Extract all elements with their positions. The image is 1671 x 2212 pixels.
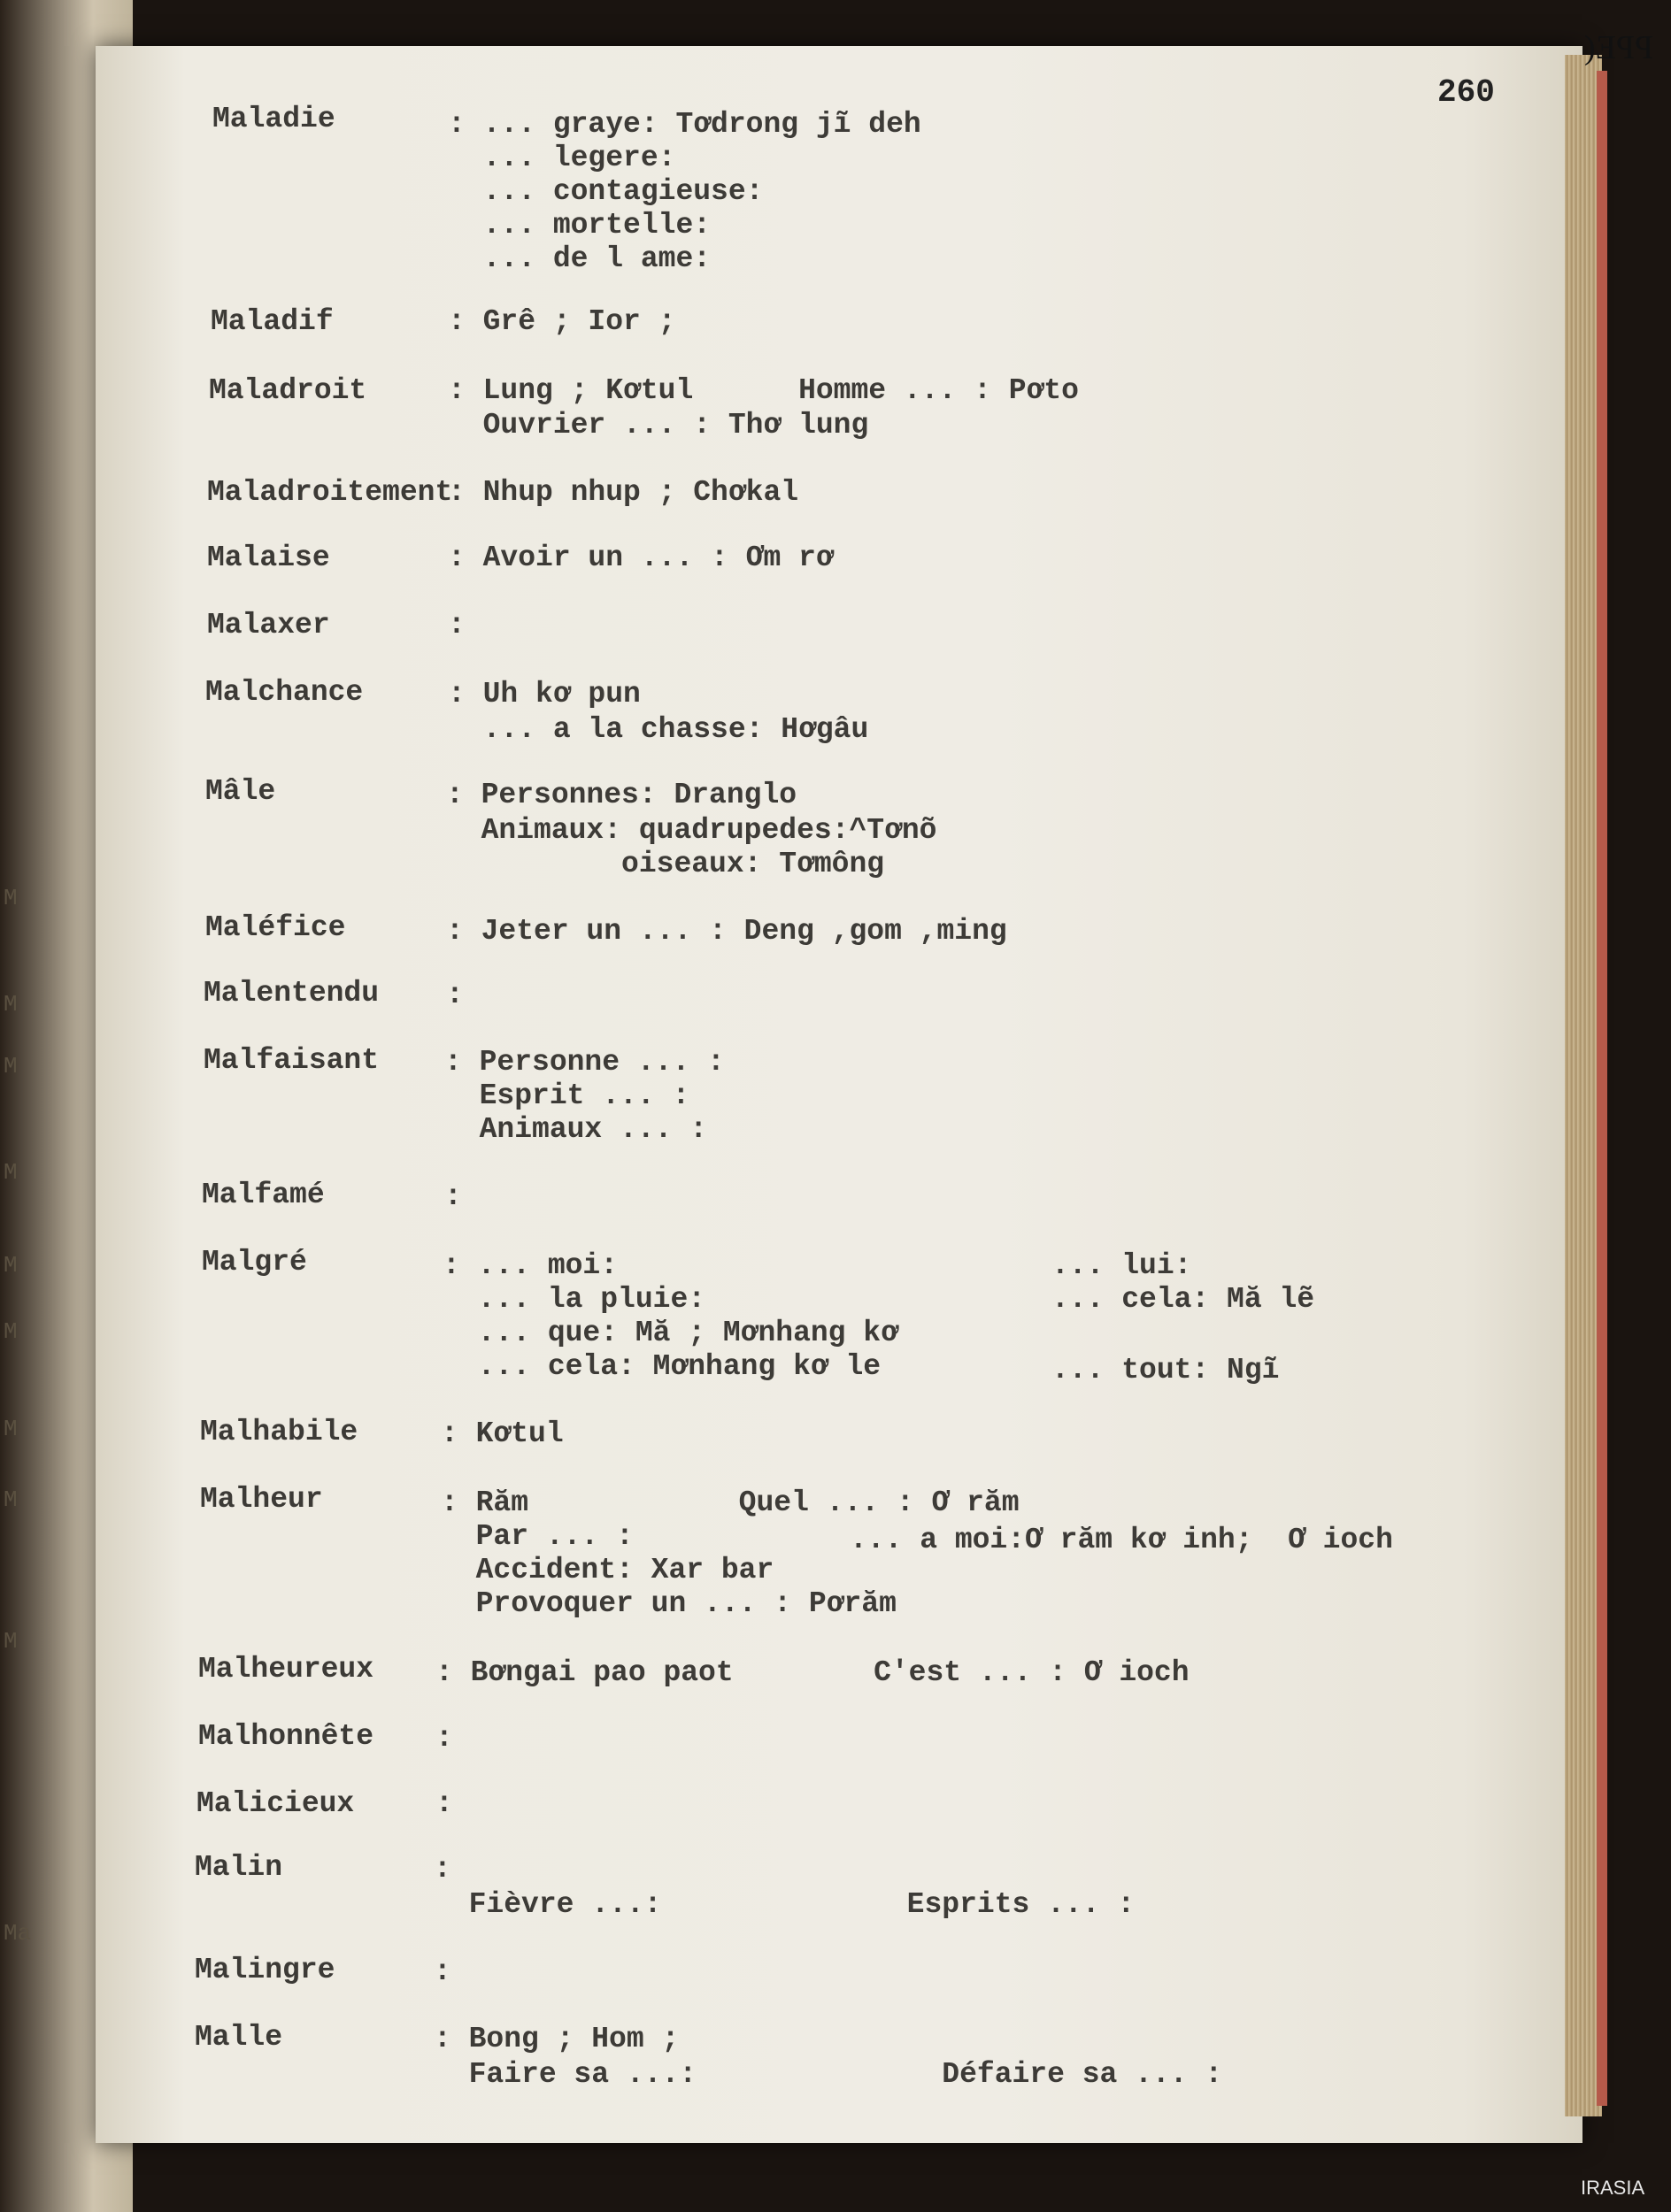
- entry-line: : Bong ; Hom ;: [434, 2023, 680, 2055]
- entry-line: Animaux ... :: [444, 1113, 708, 1146]
- entry-line: : Personnes: Dranglo: [446, 779, 797, 811]
- right-column-line: ... cela: Mă lẽ: [1051, 1283, 1315, 1316]
- watermark: IRASIA: [1581, 2177, 1645, 2199]
- entry-line: ... contagieuse:: [448, 175, 764, 208]
- entry-line: : Avoir un ... : Ơm rơ: [448, 541, 834, 574]
- entry-line: Accident: Xar bar: [441, 1554, 774, 1586]
- entry-line: ... cela: Mơnhang kơ le: [443, 1350, 882, 1383]
- entry-line: : Lung ; Kơtul Homme ... : Pơto: [448, 374, 1079, 407]
- entry-term-male: Mâle: [205, 775, 276, 808]
- entry-line: ... de l ame:: [448, 242, 712, 275]
- entry-line: oiseaux: Tơmông: [446, 848, 885, 880]
- entry-term-maladie: Maladie: [212, 103, 335, 135]
- left-margin-mark: M: [4, 1053, 18, 1079]
- left-margin-mark: M: [4, 1159, 18, 1186]
- entry-line: : Răm Quel ... : Ơ răm: [441, 1486, 1020, 1519]
- entry-term-maladif: Maladif: [211, 305, 334, 338]
- entry-term-malgre: Malgré: [202, 1246, 307, 1279]
- left-margin-mark: M: [4, 885, 18, 911]
- left-margin-marks: [0, 0, 32, 2212]
- entry-line: : Jeter un ... : Deng ,gom ,ming: [446, 915, 1007, 948]
- entry-line: :: [444, 1180, 462, 1213]
- entry-term-malheureux: Malheureux: [198, 1653, 374, 1686]
- entry-term-maladroitement: Maladroitement: [207, 476, 453, 509]
- book-page: [96, 46, 1582, 2143]
- entry-term-malicieux: Malicieux: [196, 1787, 355, 1820]
- left-margin-mark: M: [4, 1628, 18, 1655]
- entry-term-malheur: Malheur: [200, 1483, 323, 1516]
- entry-term-malentendu: Malentendu: [204, 977, 380, 1010]
- entry-line: : Kơtul: [441, 1417, 564, 1450]
- entry-line: ... legere:: [448, 142, 676, 174]
- entry-line: : Personne ... :: [444, 1046, 725, 1079]
- entry-line: : ... graye: Tơdrong jĩ deh: [448, 108, 921, 141]
- entry-line: Par ... :: [441, 1520, 634, 1553]
- entry-line: :: [435, 1787, 453, 1820]
- entry-line: : Bơngai pao paot C'est ... : Ơ ioch: [435, 1656, 1190, 1689]
- left-margin-mark: M: [4, 1416, 18, 1442]
- entry-term-malhonnete: Malhonnête: [198, 1720, 374, 1753]
- entry-term-malin: Malin: [195, 1851, 283, 1884]
- entry-line: ... que: Mă ; Mơnhang kơ: [443, 1317, 898, 1349]
- entry-line: Esprit ... :: [444, 1079, 690, 1112]
- corner-text: PPE(: [1584, 29, 1654, 66]
- right-column-line: ... tout: Ngĩ: [1051, 1354, 1280, 1386]
- right-column-line: ... lui:: [1051, 1249, 1192, 1282]
- entry-term-malaise: Malaise: [207, 541, 330, 574]
- entry-term-malle: Malle: [195, 2021, 283, 2054]
- entry-term-malingre: Malingre: [195, 1954, 335, 1986]
- page-edge-binding: [1597, 71, 1607, 2106]
- entry-term-malfame: Malfamé: [202, 1179, 325, 1211]
- entry-line: ... a la chasse: Hơgâu: [448, 713, 869, 746]
- entry-line: ... mortelle:: [448, 209, 712, 242]
- entry-term-malaxer: Malaxer: [207, 609, 330, 641]
- entry-line: :: [446, 979, 464, 1011]
- entry-line: : Nhup nhup ; Chơkal: [448, 476, 799, 509]
- entry-term-malefice: Maléfice: [205, 911, 346, 944]
- entry-line: : ... moi:: [443, 1249, 619, 1282]
- left-margin-mark: M: [4, 1252, 18, 1279]
- entry-term-maladroit: Maladroit: [209, 374, 367, 407]
- entry-term-malhabile: Malhabile: [200, 1416, 358, 1448]
- left-margin-mark: M: [4, 1318, 18, 1345]
- entry-line: : Grê ; Ior ;: [448, 305, 676, 338]
- entry-line: ... la pluie:: [443, 1283, 706, 1316]
- entry-line: Faire sa ...: Défaire sa ... :: [434, 2058, 1223, 2091]
- left-margin-mark: M: [4, 991, 18, 1018]
- entry-term-malchance: Malchance: [205, 676, 364, 709]
- right-column-line: ... a moi:Ơ răm kơ inh; Ơ ioch: [850, 1524, 1393, 1556]
- entry-line: Ouvrier ... : Thơ lung: [448, 409, 869, 442]
- entry-line: Fièvre ...: Esprits ... :: [434, 1888, 1136, 1921]
- entry-line: :: [448, 609, 466, 641]
- entry-line: :: [435, 1722, 453, 1755]
- entry-line: Animaux: quadrupedes:^Tơnõ: [446, 814, 937, 847]
- entry-line: :: [434, 1853, 451, 1886]
- entry-line: : Uh kơ pun: [448, 678, 641, 710]
- entry-term-malfaisant: Malfaisant: [204, 1044, 380, 1077]
- entry-line: :: [434, 1955, 451, 1988]
- page-number: 260: [1437, 74, 1495, 111]
- left-margin-mark: M: [4, 1486, 18, 1513]
- entry-line: Provoquer un ... : Pơrăm: [441, 1587, 897, 1620]
- left-margin-mark: Ma: [4, 1920, 32, 1947]
